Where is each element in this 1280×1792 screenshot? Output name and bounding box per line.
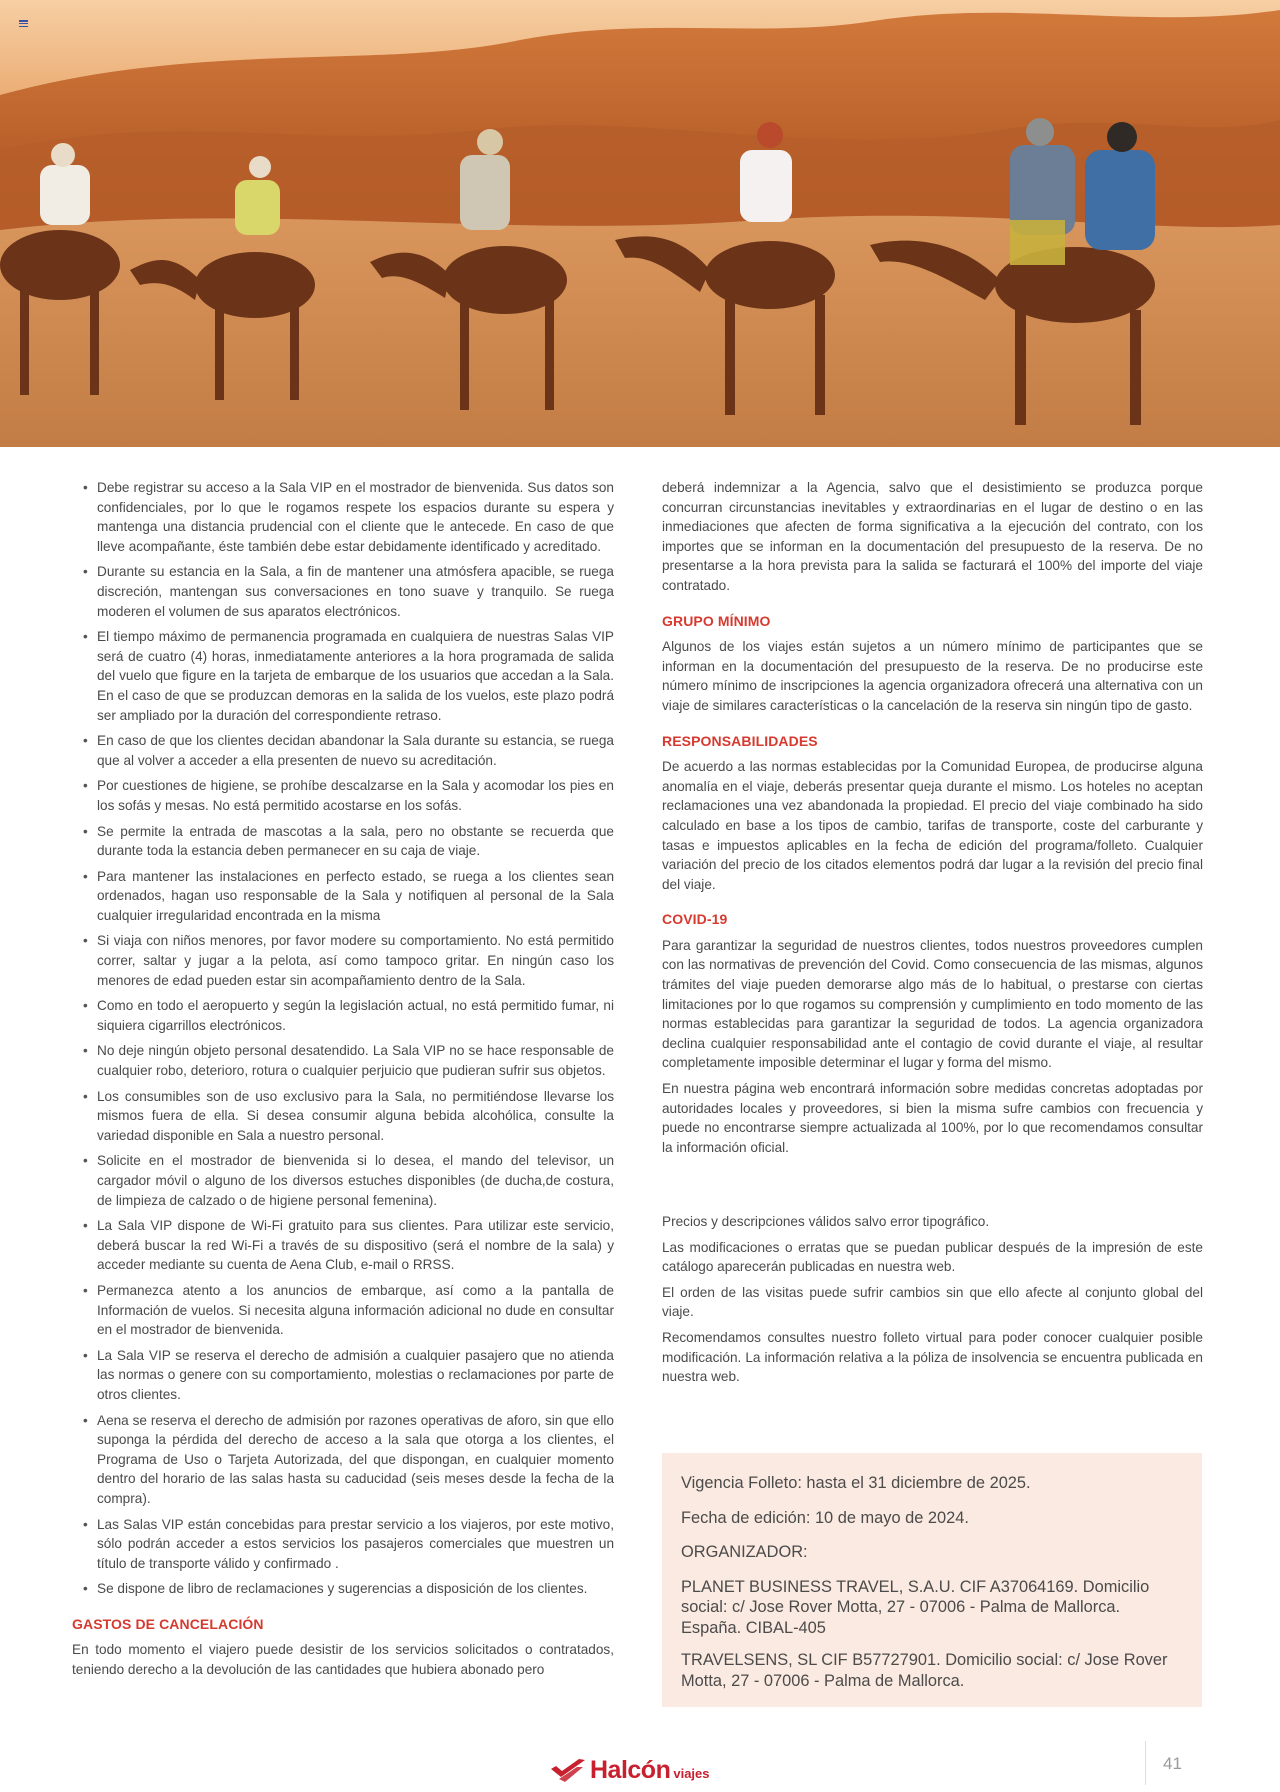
page-number-divider bbox=[1145, 1741, 1146, 1785]
edicion-text: Fecha de edición: 10 de mayo de 2024. bbox=[681, 1508, 969, 1527]
organizador-1: PLANET BUSINESS TRAVEL, S.A.U. CIF A37064169. Domicilio social: c/ Jose Rover Motta, 27 - 07006 - Palma de Mallorca. España. CIBAL-405 bbox=[681, 1577, 1150, 1637]
note-item: Las modificaciones o erratas que se puedan publicar después de la impresión de este catálogo aparecerán publicadas en nuestra web. bbox=[662, 1239, 1203, 1275]
page-number: 41 bbox=[1163, 1754, 1182, 1773]
note-item: Precios y descripciones válidos salvo error tipográfico. bbox=[662, 1214, 990, 1229]
rule-item: • Como en todo el aeropuerto y según la legislación actual, no está permitido fumar, ni siquiera cigarrillos electrónicos. bbox=[72, 996, 614, 1035]
rule-item: • Si viaja con niños menores, por favor modere su comportamiento. No está permitido correr, saltar y jugar a la pelota, así como tampoco gritar. En ningún caso los menores de edad pueden estar sin acompañamiento dentro de la Sala. bbox=[72, 931, 614, 990]
vigencia-text: Vigencia Folleto: hasta el 31 diciembre de 2025. bbox=[681, 1474, 1031, 1492]
rule-item: • No deje ningún objeto personal desatendido. La Sala VIP no se hace responsable de cualquier robo, deterioro, rotura o cualquier perjuicio que pudieran sufrir sus objetos. bbox=[72, 1041, 614, 1080]
responsabilidades-heading: RESPONSABILIDADES bbox=[662, 732, 818, 749]
right-column bbox=[662, 478, 1203, 1163]
rule-item: • Debe registrar su acceso a la Sala VIP en el mostrador de bienvenida. Sus datos son confidenciales, por lo que le rogamos respete los espacios durante su espera y mantenga una distancia prudencial con el cliente que le antecede. En caso de que lleve acompañante, éste también debe estar debidamente identificado y acreditado. bbox=[72, 478, 614, 556]
covid-text: En nuestra página web encontrará información sobre medidas concretas adoptadas por autoridades locales y proveedores, si bien la misma sufre cambios con frecuencia y puede no encontrarse siempre actualizada al 100%, por lo que recomendamos consultar la información oficial. bbox=[662, 1081, 1203, 1155]
rule-item: • Las Salas VIP están concebidas para prestar servicio a los viajeros, por este motivo, sólo podrán acceder a estos servicios los pasajeros comerciales que muestren un título de transporte válido y confirmado . bbox=[72, 1515, 614, 1574]
note-item: Recomendamos consultes nuestro folleto virtual para poder conocer cualquier posible modificación. La información relativa a la póliza de insolvencia se encuentra publicada en nuestra web. bbox=[662, 1329, 1203, 1385]
rule-item: • Se permite la entrada de mascotas a la sala, pero no obstante se recuerda que durante toda la estancia deben permanecer en su caja de viaje. bbox=[72, 822, 614, 861]
rule-item: • Permanezca atento a los anuncios de embarque, así como a la pantalla de Información de vuelos. Si necesita alguna información adicional no dude en consultar en el mostrador de bienvenida. bbox=[72, 1281, 614, 1340]
menu-icon[interactable] bbox=[19, 20, 28, 27]
halcon-logo[interactable] bbox=[549, 1753, 710, 1783]
brand-sub: viajes bbox=[673, 1766, 710, 1781]
menu-icon-line bbox=[19, 23, 28, 25]
cancelacion-text: En todo momento el viajero puede desistir de los servicios solicitados o contratados, teniendo derecho a la devolución de las cantidades que hubiera abonado pero bbox=[72, 1642, 614, 1678]
grupo-minimo-heading: GRUPO MÍNIMO bbox=[662, 612, 771, 629]
rule-item: • La Sala VIP se reserva el derecho de admisión a cualquier pasajero que no atienda las normas o genere con su comportamiento, molestias o reclamaciones por parte de otros clientes. bbox=[72, 1346, 614, 1405]
rule-item: • Aena se reserva el derecho de admisión por razones operativas de aforo, sin que ello suponga la pérdida del derecho de acceso a la sala que otorga a los clientes, el Programa de Uso o Tarjeta Autorizada, del que dispongan, en cualquier momento dentro del horario de las salas hasta su caducidad (seis meses desde la fecha de la compra). bbox=[72, 1411, 614, 1509]
brand-name: Halcón bbox=[590, 1756, 671, 1784]
rule-item: • El tiempo máximo de permanencia programada en cualquiera de nuestras Salas VIP será de cuatro (4) horas, inmediatamente anteriores a la hora programada de salida del vuelo que figure en la tarjeta de embarque de los usuarios que accedan a la Sala. En el caso de que se produzcan demoras en la salida de los vuelos, este plazo podrá ser ampliado por la duración del correspondiente retraso. bbox=[72, 627, 614, 725]
menu-icon-line bbox=[19, 26, 28, 28]
halcon-logo-icon bbox=[549, 1757, 587, 1783]
notes-block bbox=[662, 1212, 1203, 1393]
organizador-label: ORGANIZADOR: bbox=[681, 1543, 808, 1561]
rule-item: • Por cuestiones de higiene, se prohíbe descalzarse en la Sala y acomodar los pies en los sofás y mesas. No está permitido acostarse en los sofás. bbox=[72, 776, 614, 815]
rule-item: • La Sala VIP dispone de Wi-Fi gratuito para sus clientes. Para utilizar este servicio, deberá buscar la red Wi-Fi a través de su dispositivo (será el nombre de la sala) y acceder mediante su cuenta de Aena Club, e-mail o RRSS. bbox=[72, 1216, 614, 1275]
validity-info-box bbox=[662, 1453, 1202, 1707]
menu-icon-line bbox=[19, 20, 28, 22]
covid-heading: COVID-19 bbox=[662, 911, 728, 928]
hero-image-camel-caravan bbox=[0, 0, 1280, 447]
rule-item: • Los consumibles son de uso exclusivo para la Sala, no permitiéndose llevarse los mismos fuera de ella. Si desea consumir alguna bebida alcohólica, consulte la variedad disponible en Sala a nuestro personal. bbox=[72, 1087, 614, 1146]
left-column bbox=[72, 478, 614, 1686]
organizador-2: TRAVELSENS, SL CIF B57727901. Domicilio social: c/ Jose Rover Motta, 27 - 07006 - Palma de Mallorca. bbox=[681, 1651, 1168, 1690]
cancelacion-heading: GASTOS DE CANCELACIÓN bbox=[72, 1615, 264, 1632]
rule-item: • Solicite en el mostrador de bienvenida si lo desea, el mando del televisor, un cargador móvil o alguno de los diversos estuches disponibles (de ducha,de costura, de limpieza de calzado o de higiene personal femenina). bbox=[72, 1151, 614, 1210]
rule-item: • Se dispone de libro de reclamaciones y sugerencias a disposición de los clientes. bbox=[72, 1579, 614, 1599]
covid-text: Para garantizar la seguridad de nuestros clientes, todos nuestros proveedores cumplen con las normativas de prevención del Covid. Como consecuencia de las mismas, algunos trámites del viaje pueden demorarse algo más de lo habitual, o prestarse con ciertas limitaciones por lo que rogamos su comprensión y cumplimiento en todo momento de las normas establecidas para garantizar la seguridad de todos. La agencia organizadora declina cualquier responsabilidad ante el contagio de covid durante el viaje, al resultar completamente imposible determinar el lugar y forma del mismo. bbox=[662, 937, 1203, 1071]
vip-rules-list bbox=[72, 478, 614, 1599]
grupo-minimo-text: Algunos de los viajes están sujetos a un número mínimo de participantes que se informan en la documentación del presupuesto de la reserva. De no producirse este número mínimo de inscripciones la agencia organizadora ofrecerá una alternativa con un viaje de similares características o la cancelación de la reserva sin ningún tipo de gasto. bbox=[662, 639, 1203, 713]
rule-item: • Para mantener las instalaciones en perfecto estado, se ruega a los clientes sean ordenados, hagan uso responsable de la Sala y notifiquen al personal de la Sala cualquier irregularidad encontrada en la misma bbox=[72, 867, 614, 926]
responsabilidades-text: De acuerdo a las normas establecidas por la Comunidad Europea, de producirse alguna anomalía en el viaje, deberás presentar queja durante el mismo. Los hoteles no aceptan reclamaciones una vez abandonada la propiedad. El precio del viaje combinado ha sido calculado en base a los tipos de cambio, tarifas de transporte, coste del carburante y tasas e impuestos aplicables en la fecha de edición del programa/folleto. Cualquier variación del precio de los citados elementos podrá dar lugar a la revisión del precio final del viaje. bbox=[662, 759, 1203, 892]
note-item: El orden de las visitas puede sufrir cambios sin que ello afecte al conjunto global del viaje. bbox=[662, 1284, 1203, 1320]
cancelacion-text-continued: deberá indemnizar a la Agencia, salvo que el desistimiento se produzca porque concurran circunstancias inevitables y extraordinarias en el lugar de destino o en las inmediaciones que afecten de forma significativa a la ejecución del contrato, con los importes que se informan en la documentación del presupuesto de la reserva. De no presentarse a la hora prevista para la salida se facturará el 100% del importe del viaje contratado. bbox=[662, 480, 1203, 593]
rule-item: • Durante su estancia en la Sala, a fin de mantener una atmósfera apacible, se ruega discreción, mantengan sus conversaciones en tono suave y tranquilo. Se ruega moderen el volumen de sus aparatos electrónicos. bbox=[72, 562, 614, 621]
rule-item: • En caso de que los clientes decidan abandonar la Sala durante su estancia, se ruega que al volver a acceder a ella presenten de nuevo su acreditación. bbox=[72, 731, 614, 770]
desert-illustration bbox=[0, 0, 1280, 447]
